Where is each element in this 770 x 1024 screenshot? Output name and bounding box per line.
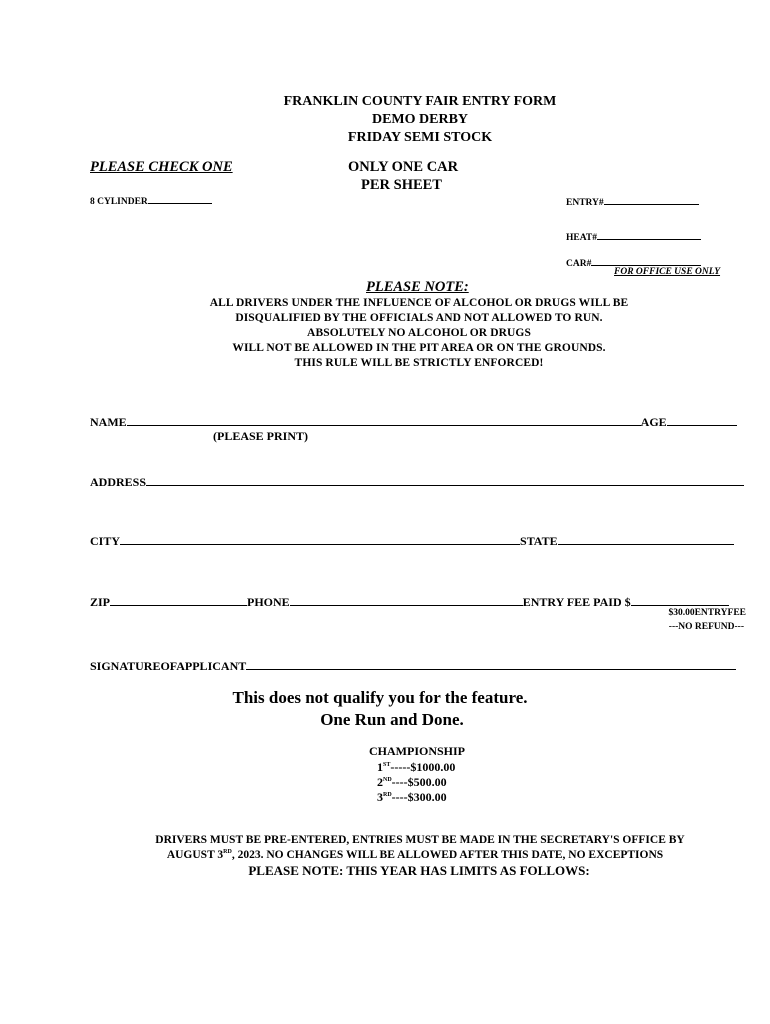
state-input-line[interactable] [558, 532, 734, 545]
championship-title: CHAMPIONSHIP [369, 744, 465, 758]
signature-input-line[interactable] [246, 657, 736, 670]
per-sheet: PER SHEET [361, 177, 442, 193]
name-field[interactable] [90, 413, 737, 430]
pre-entry-rule-line-1: DRIVERS MUST BE PRE-ENTERED, ENTRIES MUST BE MADE IN THE SECRETARY'S OFFICE BY [155, 834, 685, 846]
signature-field[interactable] [90, 657, 736, 674]
note-line-2: DISQUALIFIED BY THE OFFICIALS AND NOT ALLOWED TO RUN. [235, 312, 603, 324]
age-label: AGE [640, 415, 667, 429]
heat-number-label: HEAT# [566, 233, 597, 243]
no-refund-note: ---NO REFUND--- [668, 622, 744, 632]
form-title: FRANKLIN COUNTY FAIR ENTRY FORM [283, 94, 557, 109]
phone-label: PHONE [247, 595, 290, 609]
heat-number-field[interactable] [566, 230, 701, 243]
address-label: ADDRESS [90, 475, 147, 489]
city-label: CITY [90, 534, 121, 548]
prize-third: 3RD----$300.00 [377, 790, 447, 804]
limits-note: PLEASE NOTE: THIS YEAR HAS LIMITS AS FOLLOWS: [248, 863, 590, 878]
phone-input-line[interactable] [290, 593, 523, 606]
please-print-note: (PLEASE PRINT) [213, 429, 309, 443]
eight-cylinder-label: 8 CYLINDER [90, 197, 148, 207]
prize-second: 2ND----$500.00 [377, 775, 447, 789]
office-use-label: FOR OFFICE USE ONLY [614, 267, 721, 277]
only-one-car: ONLY ONE CAR [348, 159, 459, 175]
city-input-line[interactable] [120, 532, 520, 545]
note-line-1: ALL DRIVERS UNDER THE INFLUENCE OF ALCOHOL OR DRUGS WILL BE [209, 297, 629, 309]
eight-cylinder-checkbox-line[interactable] [148, 194, 212, 204]
zip-label: ZIP [90, 595, 111, 609]
check-one-label: PLEASE CHECK ONE [90, 159, 233, 175]
entry-number-label: ENTRY# [566, 198, 604, 208]
address-input-line[interactable] [146, 473, 744, 486]
note-line-3: ABSOLUTELY NO ALCOHOL OR DRUGS [307, 327, 531, 339]
eight-cylinder-option[interactable] [90, 194, 212, 207]
form-class: FRIDAY SEMI STOCK [347, 130, 493, 145]
entry-fee-input-line[interactable] [631, 593, 729, 606]
name-label: NAME [90, 415, 127, 429]
note-line-4: WILL NOT BE ALLOWED IN THE PIT AREA OR ON THE GROUNDS. [232, 342, 606, 354]
feature-disclaimer: This does not qualify you for the feature. [232, 688, 528, 707]
entry-fee-amount: $30.00ENTRYFEE [668, 608, 746, 618]
note-line-5: THIS RULE WILL BE STRICTLY ENFORCED! [294, 357, 544, 369]
entry-fee-label: ENTRY FEE PAID $ [522, 595, 631, 609]
pre-entry-rule-line-2: AUGUST 3RD, 2023. NO CHANGES WILL BE ALLOWED AFTER THIS DATE, NO EXCEPTIONS [166, 849, 664, 861]
entry-number-field[interactable] [566, 195, 699, 208]
car-number-line[interactable] [591, 256, 701, 266]
please-note-title: PLEASE NOTE: [366, 279, 469, 295]
one-run-note: One Run and Done. [320, 710, 464, 729]
car-number-label: CAR# [566, 259, 592, 269]
state-label: STATE [520, 534, 558, 548]
zip-input-line[interactable] [110, 593, 247, 606]
heat-number-line[interactable] [597, 230, 701, 240]
signature-label: SIGNATUREOFAPPLICANT [90, 659, 247, 673]
name-input-line[interactable] [127, 413, 641, 426]
entry-number-line[interactable] [604, 195, 699, 205]
city-state-field[interactable] [90, 532, 734, 549]
age-input-line[interactable] [667, 413, 737, 426]
form-subtitle: DEMO DERBY [371, 112, 469, 127]
prize-first: 1ST-----$1000.00 [377, 760, 456, 774]
address-field[interactable] [90, 473, 744, 490]
